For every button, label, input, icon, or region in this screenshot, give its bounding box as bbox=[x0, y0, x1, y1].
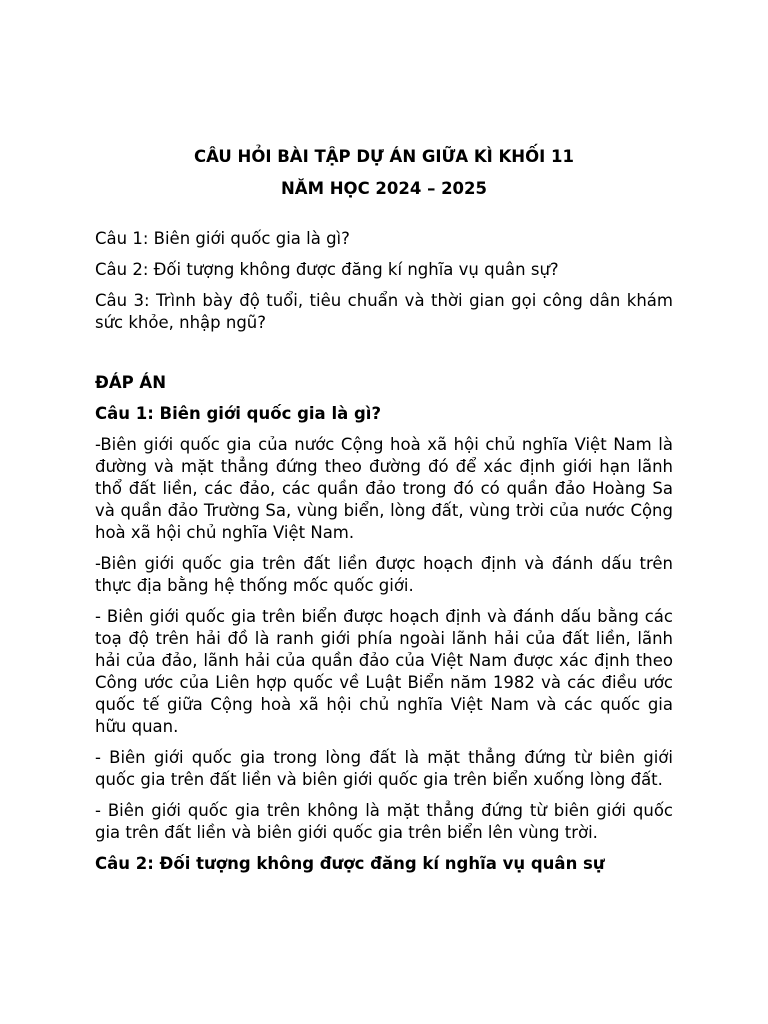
question-list bbox=[95, 228, 673, 334]
document-page bbox=[95, 146, 673, 875]
question-item: Câu 3: Trình bày độ tuổi, tiêu chuẩn và thời gian gọi công dân khám sức khỏe, nhập ngũ? bbox=[95, 291, 673, 332]
answer1-paragraph: - Biên giới quốc gia trên không là mặt thẳng đứng từ biên giới quốc gia trên đất liền và biên giới quốc gia trên biển lên vùng trời. bbox=[95, 801, 673, 842]
answer-heading: ĐÁP ÁN bbox=[95, 373, 167, 392]
answer1-paragraph: - Biên giới quốc gia trong lòng đất là mặt thẳng đứng từ biên giới quốc gia trên đất liền và biên giới quốc gia trên biển xuống lòng đất. bbox=[95, 748, 673, 789]
document-title: CÂU HỎI BÀI TẬP DỰ ÁN GIỮA KÌ KHỐI 11 bbox=[194, 147, 574, 166]
answer1-paragraph: -Biên giới quốc gia của nước Cộng hoà xã hội chủ nghĩa Việt Nam là đường và mặt thẳng đứng theo đường đó để xác định giới hạn lãnh thổ đất liền, các đảo, các quần đảo trong đó có quần đảo Hoàng Sa và quần đảo Trường Sa, vùng biển, lòng đất, vùng trời của nước Cộng hoà xã hội chủ nghĩa Việt Nam. bbox=[95, 435, 673, 542]
answer2-heading: Câu 2: Đối tượng không được đăng kí nghĩa vụ quân sự bbox=[95, 854, 605, 873]
answer1-paragraph: -Biên giới quốc gia trên đất liền được hoạch định và đánh dấu trên thực địa bằng hệ thống mốc quốc giới. bbox=[95, 554, 673, 595]
document-subtitle: NĂM HỌC 2024 – 2025 bbox=[280, 179, 488, 198]
question-item: Câu 2: Đối tượng không được đăng kí nghĩa vụ quân sự? bbox=[95, 260, 559, 279]
answer1-paragraph: - Biên giới quốc gia trên biển được hoạch định và đánh dấu bằng các toạ độ trên hải đồ là ranh giới phía ngoài lãnh hải của đất liền, lãnh hải của đảo, lãnh hải của quần đảo của Việt Nam được xác định theo Công ước của Liên hợp quốc về Luật Biển năm 1982 và các điều ước quốc tế giữa Cộng hoà xã hội chủ nghĩa Việt Nam và các quốc gia hữu quan. bbox=[95, 607, 673, 736]
answer1-heading: Câu 1: Biên giới quốc gia là gì? bbox=[95, 404, 382, 423]
question-item: Câu 1: Biên giới quốc gia là gì? bbox=[95, 229, 350, 248]
